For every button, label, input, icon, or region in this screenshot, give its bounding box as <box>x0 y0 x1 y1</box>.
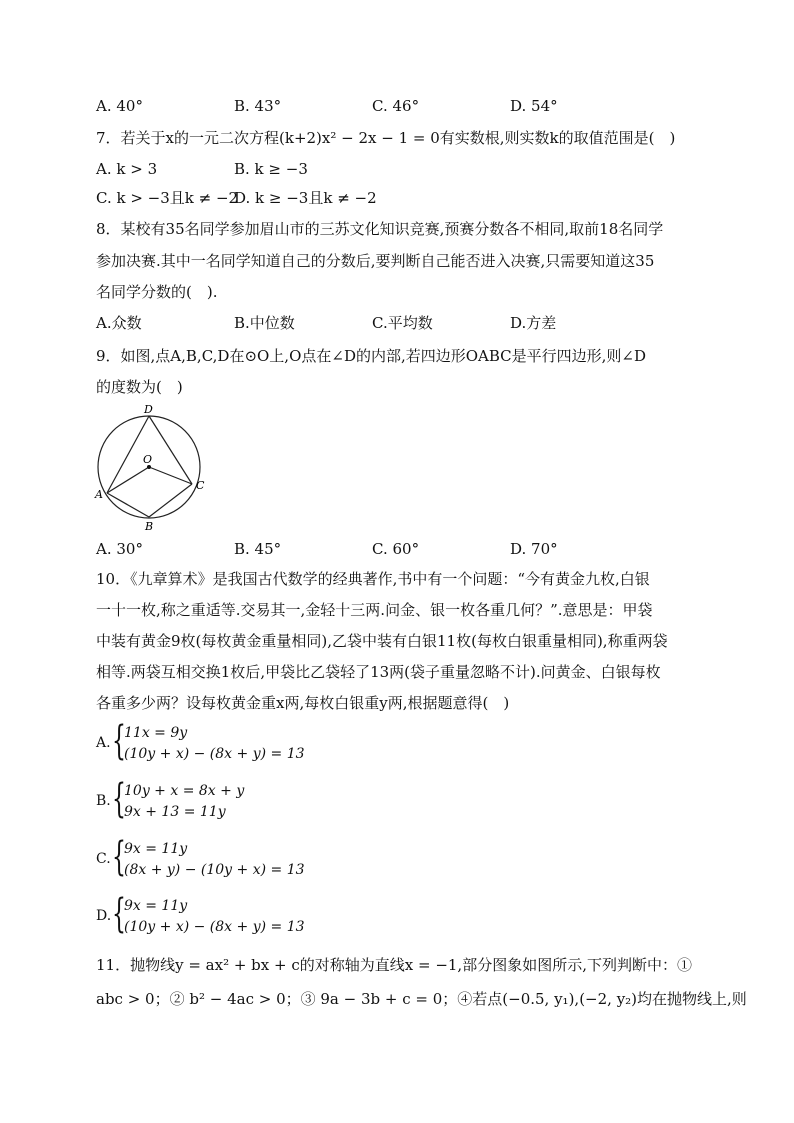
q9-option-b: B. 45° <box>234 540 282 558</box>
q6-option-d: D. 54° <box>510 97 558 115</box>
q10-option-a-eq1: 11x = 9y <box>124 725 188 741</box>
brace-icon: { <box>112 718 126 764</box>
q10-option-c-label: C. <box>96 851 111 867</box>
q7-option-c: C. k > −3且k ≠ −2 <box>96 189 239 207</box>
q10-option-d-eq2: (10y + x) − (8x + y) = 13 <box>124 919 305 935</box>
q7-option-d: D. k ≥ −3且k ≠ −2 <box>234 189 377 207</box>
q8-line-2: 参加决赛.其中一名同学知道自己的分数后,要判断自己能否进入决赛,只需要知道这35 <box>96 252 655 270</box>
q8-option-c: C.平均数 <box>372 314 433 332</box>
q8-line-1: 8．某校有35名同学参加眉山市的三苏文化知识竞赛,预赛分数各不相同,取前18名同学 <box>96 220 664 238</box>
q10-line-2: 一十一枚,称之重适等.交易其一,金轻十三两.问金、银一枚各重几何？”.意思是：甲袋 <box>96 601 653 619</box>
segment-oc <box>149 467 192 484</box>
q10-option-b-eq1: 10y + x = 8x + y <box>124 783 245 799</box>
q9-circle-figure <box>93 402 213 534</box>
brace-icon: { <box>112 834 126 880</box>
q10-line-3: 中装有黄金9枚(每枚黄金重量相同),乙袋中装有白银11枚(每枚白银重量相同),称重两袋 <box>96 632 668 650</box>
q10-option-a-eq2: (10y + x) − (8x + y) = 13 <box>124 746 305 762</box>
q8-line-3: 名同学分数的( ). <box>96 283 218 301</box>
q10-option-b-label: B. <box>96 793 111 809</box>
label-a: A <box>95 488 103 501</box>
label-b: B <box>145 520 154 533</box>
segment-dc <box>149 416 192 484</box>
q6-option-b: B. 43° <box>234 97 282 115</box>
q8-option-d: D.方差 <box>510 314 557 332</box>
q9-option-a: A. 30° <box>96 540 143 558</box>
q6-option-c: C. 46° <box>372 97 420 115</box>
q10-line-5: 各重多少两？设每枚黄金重x两,每枚白银重y两,根据题意得( ) <box>96 694 510 712</box>
segment-ao <box>107 467 149 493</box>
brace-icon: { <box>112 891 126 937</box>
brace-icon: { <box>112 776 126 822</box>
q9-line-1: 9．如图,点A,B,C,D在⊙O上,O点在∠D的内部,若四边形OABC是平行四边形,则∠D <box>96 347 647 365</box>
q9-option-d: D. 70° <box>510 540 558 558</box>
q10-option-c-eq2: (8x + y) − (10y + x) = 13 <box>124 862 305 878</box>
q9-option-c: C. 60° <box>372 540 420 558</box>
label-c: C <box>196 479 205 492</box>
q7-stem: 7．若关于x的一元二次方程(k+2)x² − 2x − 1 = 0有实数根,则实数k的取值范围是( ) <box>96 129 676 147</box>
q6-option-a: A. 40° <box>96 97 143 115</box>
q7-option-a: A. k > 3 <box>96 160 158 178</box>
segment-bc <box>149 484 192 517</box>
q8-option-b: B.中位数 <box>234 314 295 332</box>
q7-option-b: B. k ≥ −3 <box>234 160 308 178</box>
q11-line-1: 11．抛物线y = ax² + bx + c的对称轴为直线x = −1,部分图象如图所示,下列判断中：① <box>96 956 692 974</box>
q10-option-d-label: D. <box>96 908 112 924</box>
q10-line-1: 10．《九章算术》是我国古代数学的经典著作,书中有一个问题：“今有黄金九枚,白银 <box>96 570 650 588</box>
q11-line-2: abc > 0；② b² − 4ac > 0；③ 9a − 3b + c = 0；④若点(−0.5, y₁),(−2, y₂)均在抛物线上,则 <box>96 990 747 1008</box>
q10-line-4: 相等.两袋互相交换1枚后,甲袋比乙袋轻了13两(袋子重量忽略不计).问黄金、白银每枚 <box>96 663 661 681</box>
q8-option-a: A.众数 <box>96 314 142 332</box>
q10-option-d-eq1: 9x = 11y <box>124 898 188 914</box>
q10-option-a-label: A. <box>96 735 111 751</box>
label-o: O <box>143 453 153 466</box>
label-d: D <box>144 403 153 416</box>
q9-line-2: 的度数为( ) <box>96 378 183 396</box>
q10-option-c-eq1: 9x = 11y <box>124 841 188 857</box>
q10-option-b-eq2: 9x + 13 = 11y <box>124 804 226 820</box>
